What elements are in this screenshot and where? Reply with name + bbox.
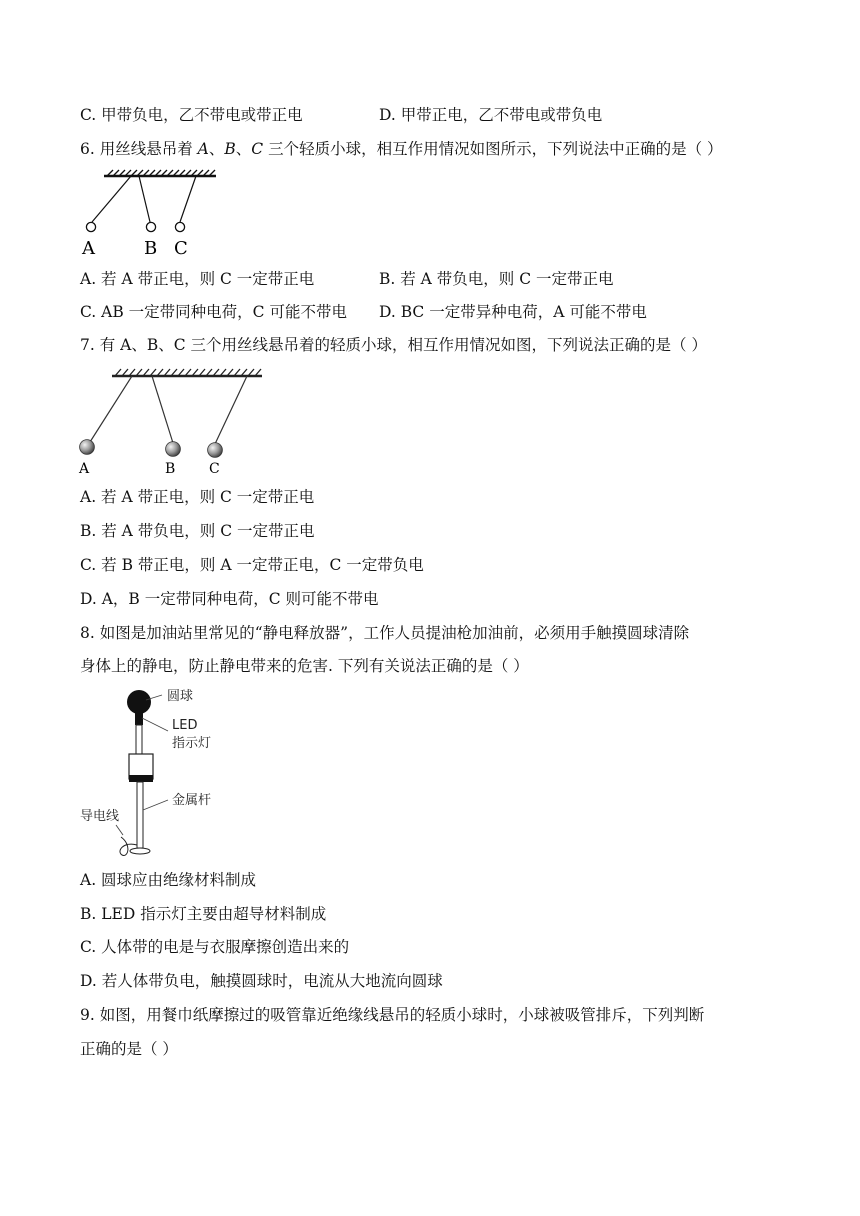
q6-stem — [80, 138, 723, 160]
q7-ball-a — [80, 440, 95, 455]
q6-stem-a: A — [197, 140, 209, 158]
q8-label-led: LED — [172, 718, 198, 733]
q8-label-ball: 圆球 — [167, 689, 194, 704]
q6-option-d: D. BC 一定带异种电荷，A 可能不带电 — [379, 303, 647, 321]
q5-option-c: C. 甲带负电，乙不带电或带正电 — [80, 106, 303, 124]
q6-stem-text: 三个轻质小球，相互作用情况如图所示，下列说法中正确的是（ ） — [263, 140, 723, 158]
q7-ball-b — [166, 442, 181, 457]
q6-label-c: C — [174, 238, 188, 259]
q6-option-a: A. 若 A 带正电，则 C 一定带正电 — [80, 270, 315, 288]
q8-option-d: D. 若人体带负电，触摸圆球时，电流从大地流向圆球 — [80, 972, 443, 990]
q6-label-b: B — [144, 238, 158, 259]
q8-figure — [76, 685, 256, 860]
q5-options-row — [80, 104, 603, 126]
q6-options-row-2 — [80, 301, 647, 323]
q7-option-a: A. 若 A 带正电，则 C 一定带正电 — [80, 488, 315, 506]
q6-figure-svg — [76, 168, 226, 260]
q6-ball-c — [175, 222, 184, 231]
q7-figure — [72, 366, 272, 478]
q7-option-c: C. 若 B 带正电，则 A 一定带正电，C 一定带负电 — [80, 556, 424, 574]
q9-stem-line-1: 9. 如图，用餐巾纸摩擦过的吸管靠近绝缘线悬吊的轻质小球时，小球被吸管排斥，下列判断 — [80, 1006, 705, 1024]
q7-stem: 7. 有 A、B、C 三个用丝线悬吊着的轻质小球，相互作用情况如图，下列说法正确的是（ ） — [80, 336, 707, 354]
q8-label-indicator: 指示灯 — [172, 736, 212, 751]
q6-option-c: C. AB 一定带同种电荷，C 可能不带电 — [80, 303, 347, 321]
q6-figure — [76, 168, 226, 260]
q7-option-b: B. 若 A 带负电，则 C 一定带正电 — [80, 522, 315, 540]
q6-ball-b — [146, 222, 155, 231]
q6-ball-a — [86, 222, 95, 231]
q7-label-b: B — [165, 461, 176, 477]
q8-ball — [127, 690, 151, 714]
q8-option-b: B. LED 指示灯主要由超导材料制成 — [80, 905, 327, 923]
q8-option-a: A. 圆球应由绝缘材料制成 — [80, 871, 257, 889]
q8-stem-line-1: 8. 如图是加油站里常见的“静电释放器”，工作人员提油枪加油前，必须用手触摸圆球清除 — [80, 624, 690, 642]
q8-figure-svg — [76, 685, 256, 860]
q7-option-d: D. A，B 一定带同种电荷，C 则可能不带电 — [80, 590, 379, 608]
q6-stem-c: C — [251, 140, 264, 158]
q6-stem-b: B — [224, 140, 236, 158]
q8-stem-line-2: 身体上的静电，防止静电带来的危害. 下列有关说法正确的是（ ） — [80, 657, 529, 675]
q8-label-rod: 金属杆 — [172, 793, 212, 808]
q7-figure-svg — [72, 366, 272, 478]
q5-option-d: D. 甲带正电，乙不带电或带负电 — [379, 106, 603, 124]
q7-ball-c — [208, 443, 223, 458]
q6-label-a: A — [82, 238, 95, 259]
q6-stem-sep: 、 — [208, 140, 225, 158]
q6-stem-sep: 、 — [235, 140, 252, 158]
q9-stem-line-2: 正确的是（ ） — [80, 1040, 178, 1058]
q7-label-a: A — [79, 461, 90, 477]
q7-label-c: C — [209, 461, 220, 477]
q6-option-b: B. 若 A 带负电，则 C 一定带正电 — [379, 270, 614, 288]
q6-stem-text: 6. 用丝线悬吊着 — [80, 140, 198, 158]
q8-label-wire: 导电线 — [80, 809, 120, 824]
q8-option-c: C. 人体带的电是与衣服摩擦创造出来的 — [80, 938, 350, 956]
q6-options-row-1 — [80, 268, 614, 290]
